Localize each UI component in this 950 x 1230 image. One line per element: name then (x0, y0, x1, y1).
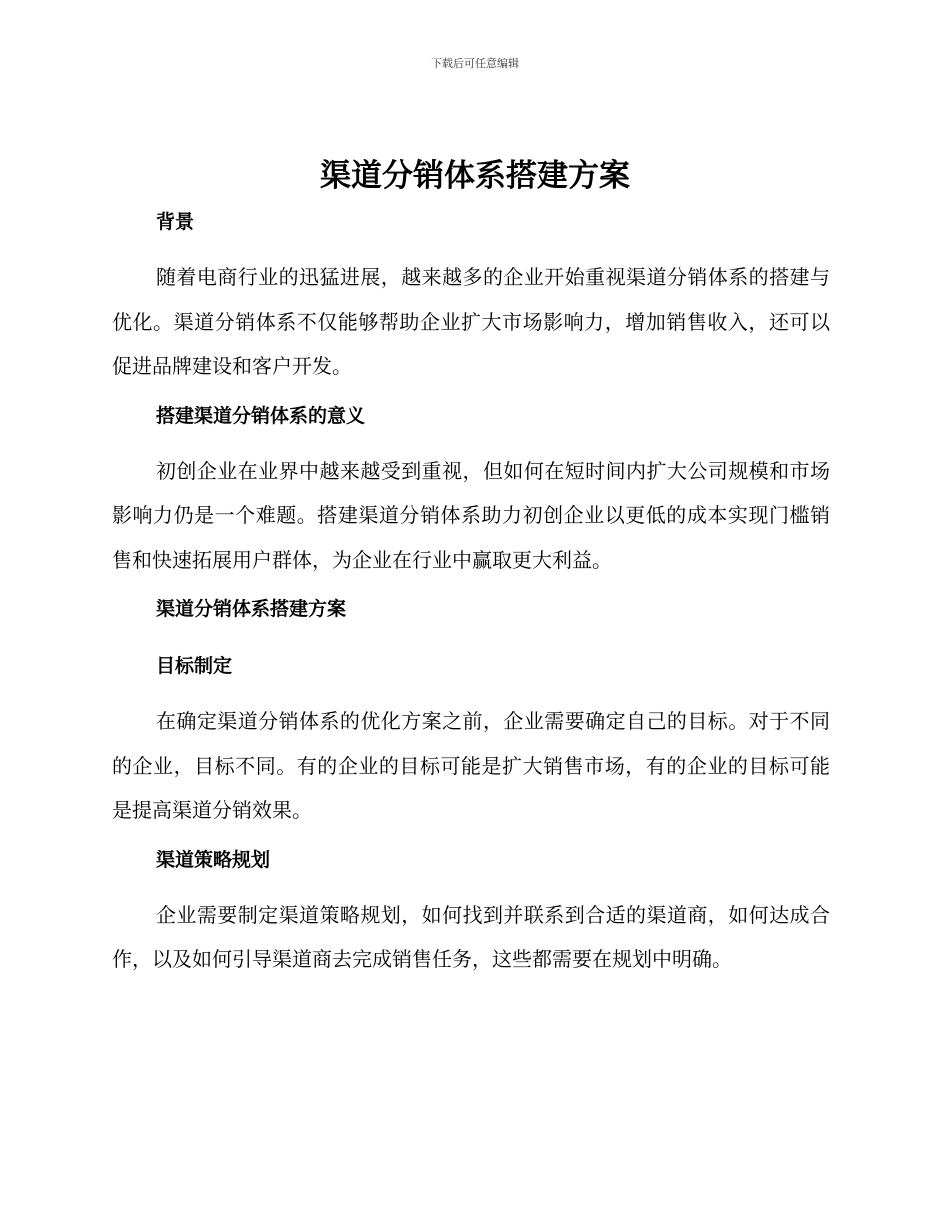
page-header: 下载后可任意编辑 (431, 57, 519, 70)
document-title: 渠道分销体系搭建方案 (320, 158, 630, 194)
section-paragraph-significance: 初创企业在业界中越来越受到重视，但如何在短时间内扩大公司规模和市场影响力仍是一个难题。搭建渠道分销体系助力初创企业以更低的成本实现门槛销售和快速拓展用户群体，为企业在行业中赢取更大利益。 (112, 458, 830, 572)
section-heading-goal: 目标制定 (156, 655, 233, 677)
section-heading-plan: 渠道分销体系搭建方案 (156, 598, 347, 620)
section-paragraph-background: 随着电商行业的迅猛进展，越来越多的企业开始重视渠道分销体系的搭建与优化。渠道分销体系不仅能够帮助企业扩大市场影响力，增加销售收入，还可以促进品牌建设和客户开发。 (112, 265, 830, 378)
document-body (112, 205, 830, 982)
section-paragraph-goal: 在确定渠道分销体系的优化方案之前，企业需要确定自己的目标。对于不同的企业，目标不同。有的企业的目标可能是扩大销售市场，有的企业的目标可能是提高渠道分销效果。 (112, 709, 830, 822)
section-heading-strategy: 渠道策略规划 (156, 848, 271, 871)
section-heading-significance: 搭建渠道分销体系的意义 (156, 404, 366, 427)
section-paragraph-strategy: 企业需要制定渠道策略规划，如何找到并联系到合适的渠道商，如何达成合作，以及如何引导渠道商去完成销售任务，这些都需要在规划中明确。 (112, 902, 830, 971)
section-heading-background: 背景 (156, 211, 195, 233)
